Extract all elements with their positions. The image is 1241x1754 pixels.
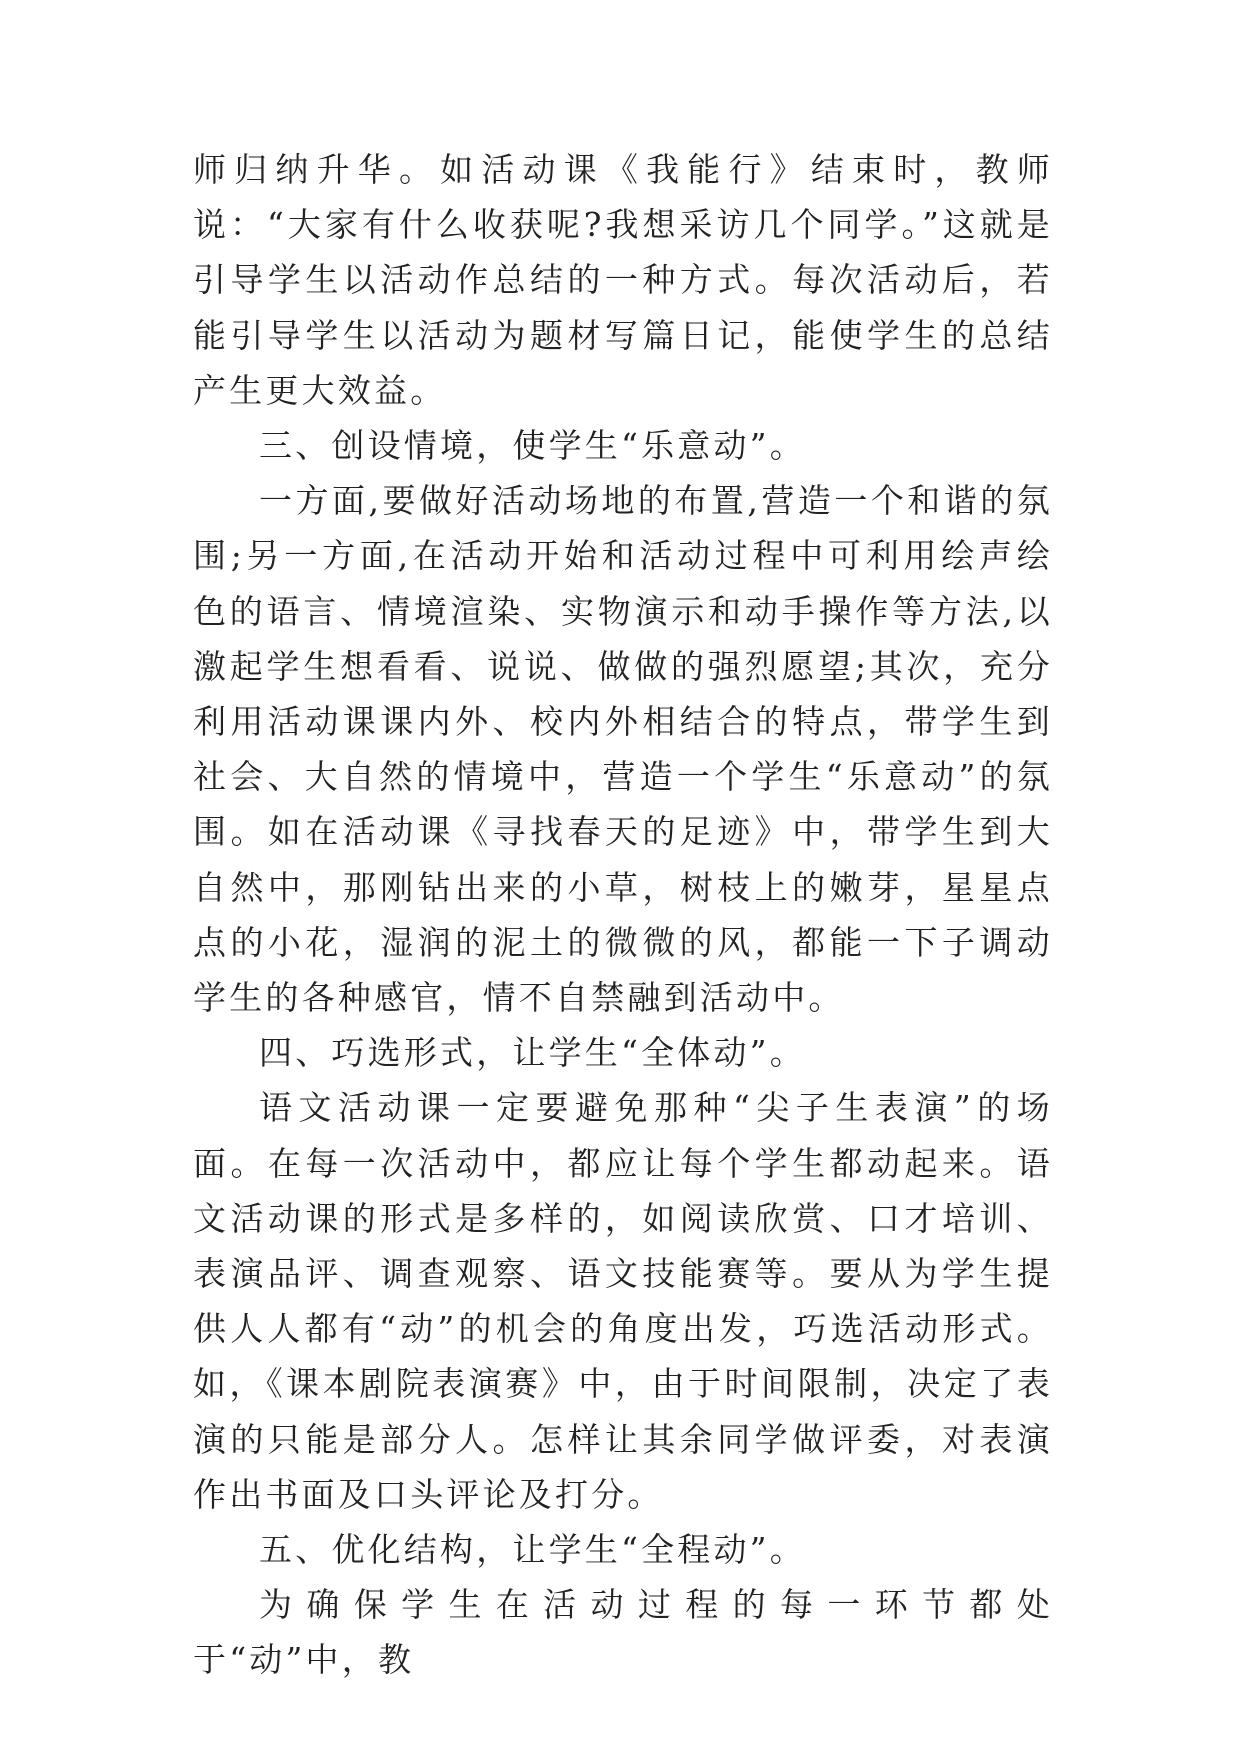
paragraph-continuation: 师归纳升华。如活动课《我能行》结束时，教师说：“大家有什么收获呢?我想采访几个同学。”这就是引导学生以活动作总结的一种方式。每次活动后，若能引导学生以活动为题材写篇日记，能使学生的总结产生更大效益。 bbox=[193, 150, 1053, 410]
paragraph-section-3: 一方面,要做好活动场地的布置,营造一个和谐的氛围;另一方面,在活动开始和活动过程中可利用绘声绘色的语言、情境渲染、实物演示和动手操作等方法,以激起学生想看看、说说、做做的强烈愿望;其次，充分利用活动课课内外、校内外相结合的特点，带学生到社会、大自然的情境中，营造一个学生“乐意动”的氛围。如在活动课《寻找春天的足迹》中，带学生到大自然中，那刚钻出来的小草，树枝上的嫩芽，星星点点的小花，湿润的泥土的微微的风，都能一下子调动学生的各种感官，情不自禁融到活动中。 bbox=[193, 481, 1053, 1018]
paragraph-section-5: 为确保学生在活动过程的每一环节都处于“动”中，教 bbox=[193, 1585, 1053, 1680]
section-heading-4: 四、巧选形式，让学生“全体动”。 bbox=[259, 1033, 806, 1073]
section-heading-3: 三、创设情境，使学生“乐意动”。 bbox=[259, 426, 806, 466]
document-body bbox=[193, 142, 1053, 1688]
section-heading-5: 五、优化结构，让学生“全程动”。 bbox=[259, 1530, 806, 1570]
paragraph-section-4: 语文活动课一定要避免那种“尖子生表演”的场面。在每一次活动中，都应让每个学生都动起来。语文活动课的形式是多样的，如阅读欣赏、口才培训、表演品评、调查观察、语文技能赛等。要从为学生提供人人都有“动”的机会的角度出发，巧选活动形式。如，《课本剧院表演赛》中，由于时间限制，决定了表演的只能是部分人。怎样让其余同学做评委，对表演作出书面及口头评论及打分。 bbox=[193, 1088, 1053, 1514]
